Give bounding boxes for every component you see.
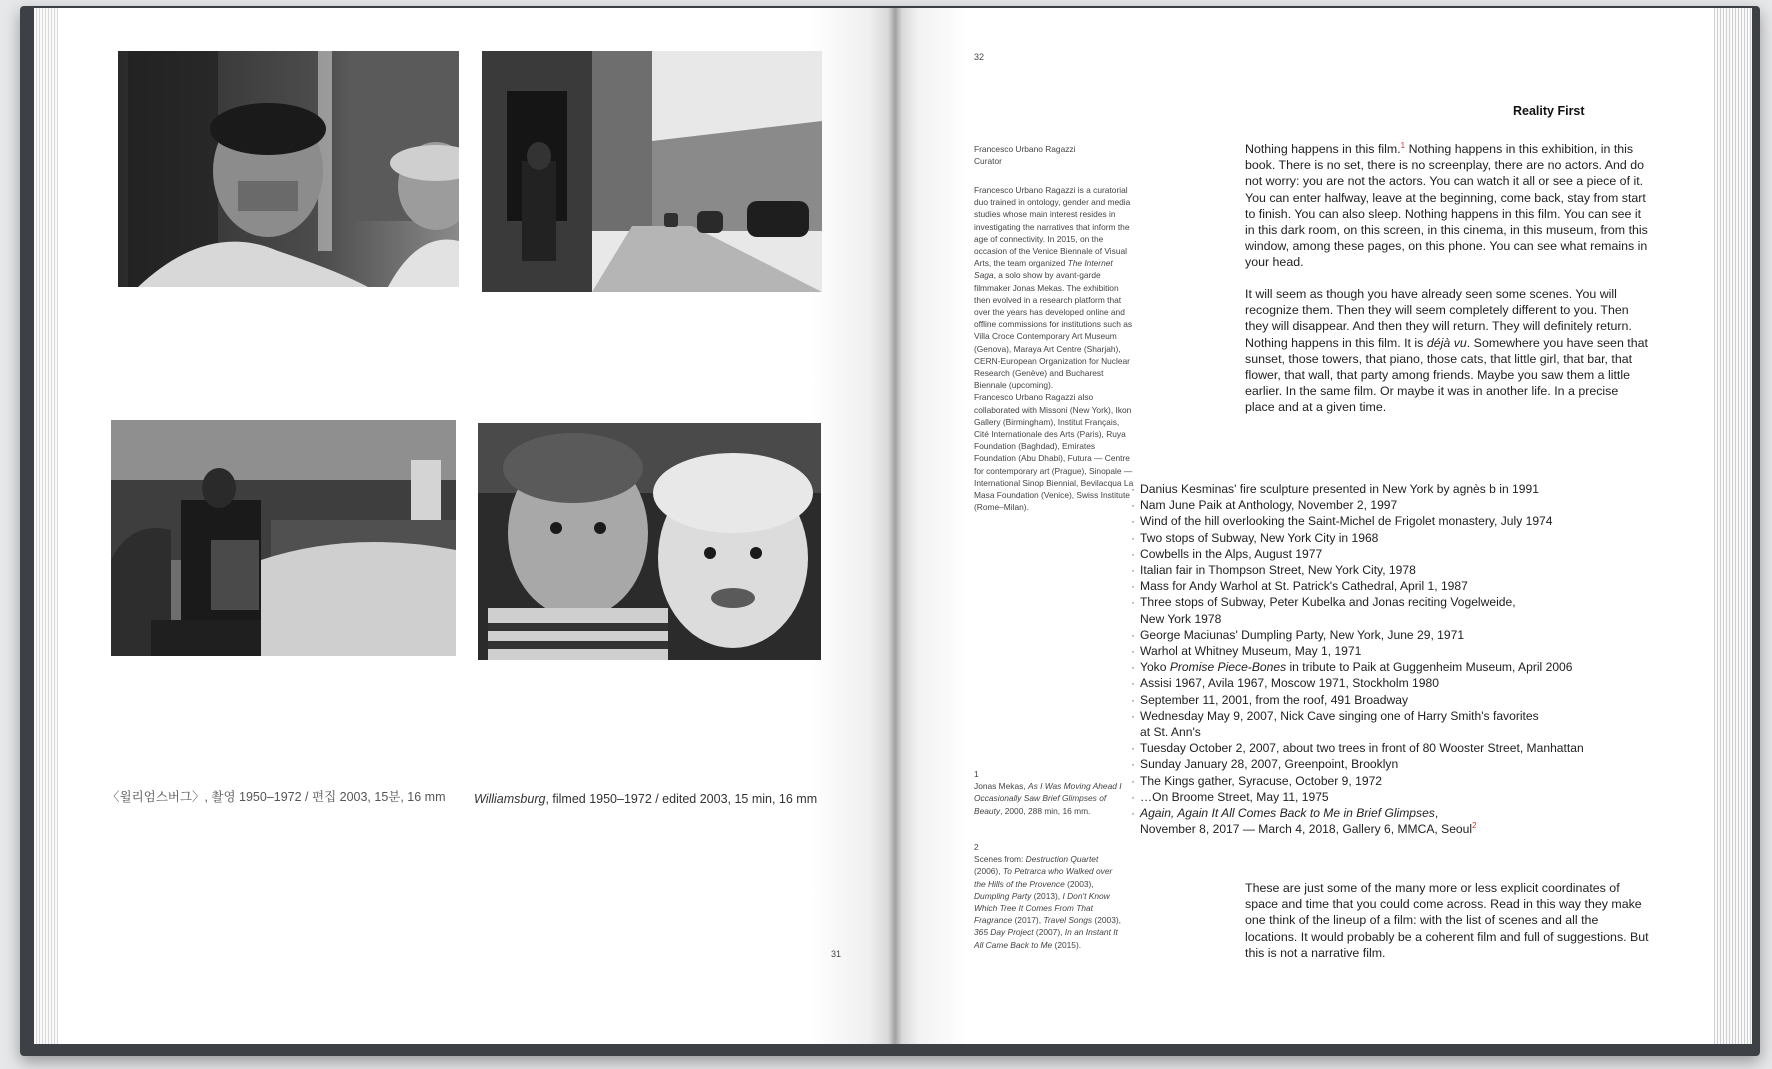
caption-english: Williamsburg, filmed 1950–1972 / edited 2003, 15 min, 16 mm [474,792,818,806]
footnote-2: 2 Scenes from: Destruction Quartet (2006), To Petrarca who Walked over the Hills of the Provence (2003), Dumpling Party (2013), I Don't Know Which Tree It Comes From That Fragrance (2017), Travel Songs (2003), 365 Day Project (2007), In an Instant It All Came Back to Me (2015). [974,841,1126,951]
footnote-1: 1 Jonas Mekas, As I Was Moving Ahead I Occasionally Saw Brief Glimpses of Beauty, 2000, 288 min, 16 mm. [974,768,1124,817]
footnote-marker-1: 1 [1400,140,1406,150]
essay-paragraph-1: Nothing happens in this film.$^1$ Nothing happens in this exhibition, in this book. There is no set, there is no screenplay, there are no actors. And do not worry: you are not the actors. You can watch it all or see a piece of it. You can enter halfway, leave at the beginning, come back, stay from start to finish. You can also sleep. Nothing happens in this film. You can see it in this dark room, on this screen, in this cinema, in this museum, from this window, among these pages, on this phone. You can see what remains in your head. [1245,140,1648,270]
list-item: · Cowbells in the Alps, August 1977 [1140,546,1680,562]
essay-paragraph-2: It will seem as though you have already seen some scenes. You will recognize them. Then they will seem completely different to you. Then they will disappear. And then they will return. They will definitely return. Nothing happens in this film. It is déjà vu. Somewhere you have seen that sunset, those towers, that piano, those cats, that little girl, that bar, that flower, that wall, that party among friends. Maybe you saw them a little earlier. In the same film. Or maybe it was in another life. In a precise place and at a given time. [1245,287,1648,415]
page-number-left: 31 [831,949,842,959]
author-block [974,143,1132,167]
list-item: · Nam June Paik at Anthology, November 2, 1997 [1140,497,1680,513]
page-edges-left [34,8,60,1044]
list-item: · September 11, 2001, from the roof, 491 Broadway [1140,692,1680,708]
list-item: · Assisi 1967, Avila 1967, Moscow 1971, Stockholm 1980 [1140,675,1680,691]
list-item: · George Maciunas' Dumpling Party, New York, June 29, 1971 [1140,627,1680,643]
scene-list [1140,481,1680,837]
page-number-right: 32 [974,52,985,62]
footnote-1-number: 1 [974,769,979,779]
photo-two-children [478,423,821,660]
list-item: · Danius Kesminas' fire sculpture presented in New York by agnès b in 1991 [1140,481,1680,497]
author-role: Curator [974,156,1002,167]
list-item: · The Kings gather, Syracuse, October 9, 1972 [1140,773,1680,789]
photo-street-scene [482,51,822,292]
footnote-marker-2: 2 [1472,821,1477,831]
list-item: · Yoko Promise Piece-Bones in tribute to Paik at Guggenheim Museum, April 2006 [1140,659,1680,675]
list-item: · Again, Again It All Comes Back to Me in Brief Glimpses, November 8, 2017 — March 4, 2018, Gallery 6, MMCA, Seoul$^2$ [1140,805,1680,837]
bio-paragraph-2: Francesco Urbano Ragazzi also collaborated with Missoni (New York), Ikon Gallery (Birmingham), Institut Français, Cité Internationale des Arts (Paris), Ruya Foundation (Baghdad), Emirates Foundation (Abu Dhabi), Futura — Centre for contemporary art (Prague), Sinopale — International Sinop Biennial, Bevilacqua La Masa Foundation (Venice), Swiss Institute (Rome–Milan). [974,392,1134,513]
list-item: · Three stops of Subway, Peter Kubelka and Jonas reciting Vogelweide, New York 1978 [1140,594,1680,626]
footnote-2-number: 2 [974,842,979,852]
list-item: · Italian fair in Thompson Street, New York City, 1978 [1140,562,1680,578]
list-item: · Mass for Andy Warhol at St. Patrick's Cathedral, April 1, 1987 [1140,578,1680,594]
photo-men-portrait [118,51,459,287]
author-name: Francesco Urbano Ragazzi [974,144,1076,154]
essay-paragraph-3: These are just some of the many more or less explicit coordinates of space and time that you could come across. Read in this way they make one think of the lineup of a film: with the list of scenes and all the locations. It would probably be a coherent film and full of suggestions. But this is not a narrative film. [1245,881,1649,960]
list-item: · Two stops of Subway, New York City in 1968 [1140,530,1680,546]
list-item: · Wednesday May 9, 2007, Nick Cave singing one of Harry Smith's favorites at St. Ann's [1140,708,1680,740]
caption-korean: 〈윌리엄스버그〉, 촬영 1950–1972 / 편집 2003, 15분, 16 mm [107,790,446,804]
bio-paragraph-1: Francesco Urbano Ragazzi is a curatorial duo trained in ontology, gender and media studies whose main interest resides in investigating the narratives that inform the age of connectivity. In 2015, on the occasion of the Venice Biennale of Visual Arts, the team organized The Internet Saga, a solo show by avant-garde filmmaker Jonas Mekas. The exhibition then evolved in a research platform that over the years has developed online and offline commissions for institutions such as Villa Croce Contemporary Art Museum (Genova), Maraya Art Centre (Sharjah), CERN-European Organization for Nuclear Research (Genève) and Bucharest Biennale (upcoming). [974,185,1133,391]
list-item: · Wind of the hill overlooking the Saint-Michel de Frigolet monastery, July 1974 [1140,513,1680,529]
list-item: · Sunday January 28, 2007, Greenpoint, Brooklyn [1140,756,1680,772]
page-edges-right [1712,8,1752,1044]
author-bio [974,184,1134,513]
list-item: · Warhol at Whitney Museum, May 1, 1971 [1140,643,1680,659]
list-item: · Tuesday October 2, 2007, about two trees in front of 80 Wooster Street, Manhattan [1140,740,1680,756]
list-item: · …On Broome Street, May 11, 1975 [1140,789,1680,805]
essay-heading: Reality First [1513,104,1585,118]
book-gutter [888,8,902,1044]
photo-accordion-player [111,420,456,656]
